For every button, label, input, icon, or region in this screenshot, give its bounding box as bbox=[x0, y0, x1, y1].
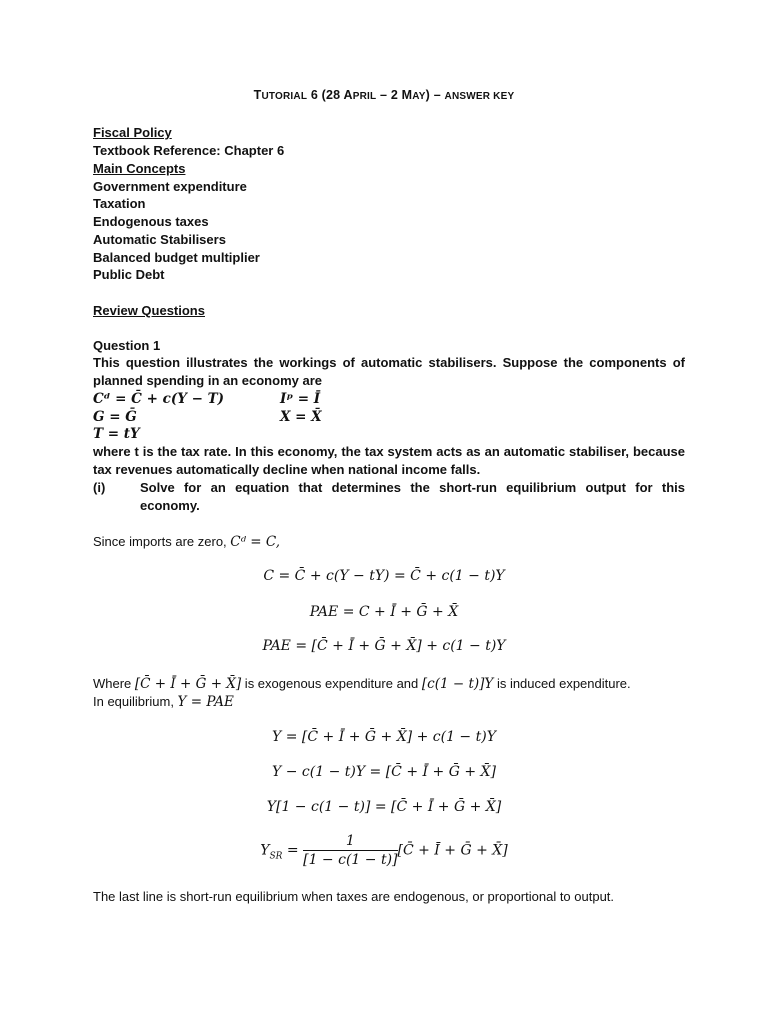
textbook-reference: Textbook Reference: Chapter 6 bbox=[93, 143, 285, 158]
page-title: TUTORIAL 6 (28 APRIL – 2 MAY) – ANSWER KEY bbox=[253, 88, 515, 102]
equation-5: Y − c(1 − t)Y = [C̄ + Ī + Ḡ + X̄] bbox=[272, 764, 496, 780]
equation-3: PAE = [C̄ + Ī + Ḡ + X̄] + c(1 − t)Y bbox=[262, 638, 506, 654]
equation-4: Y = [C̄ + Ī + Ḡ + X̄] + c(1 − t)Y bbox=[272, 729, 496, 745]
review-heading: Review Questions bbox=[93, 303, 205, 318]
question-intro: This question illustrates the workings of automatic stabilisers. Suppose the components of planned spending in an economy are bbox=[93, 355, 685, 388]
equation-exports: X = X̄ bbox=[280, 409, 322, 425]
equation-6: Y[1 − c(1 − t)] = [C̄ + Ī + Ḡ + X̄] bbox=[266, 799, 502, 815]
part-label: (i) bbox=[93, 480, 106, 495]
concept-item: Taxation bbox=[93, 196, 146, 211]
equation-investment: Iᵖ = Ī bbox=[280, 391, 321, 407]
equation-consumption: Cᵈ = C̄ + c(Y − T) bbox=[93, 391, 225, 407]
concept-item: Public Debt bbox=[93, 267, 165, 282]
answer-equilibrium: In equilibrium, Y = PAE bbox=[93, 694, 234, 710]
concept-item: Balanced budget multiplier bbox=[93, 250, 260, 265]
concepts-heading: Main Concepts bbox=[93, 161, 186, 176]
answer-since: Since imports are zero, Cᵈ = C, bbox=[93, 534, 281, 550]
question-where-text: where t is the tax rate. In this economy, the tax system acts as an automatic stabiliser, because tax revenues automatically decline when national income falls. bbox=[93, 444, 685, 477]
equation-1: C = C̄ + c(Y − tY) = C̄ + c(1 − t)Y bbox=[263, 568, 505, 584]
concept-item: Government expenditure bbox=[93, 179, 247, 194]
concept-item: Automatic Stabilisers bbox=[93, 232, 226, 247]
equation-government: G = Ḡ bbox=[93, 409, 137, 425]
equation-tax: T = tY bbox=[93, 426, 140, 442]
part-text: Solve for an equation that determines the short-run equilibrium output for this economy. bbox=[140, 480, 685, 513]
answer-conclusion: The last line is short-run equilibrium when taxes are endogenous, or proportional to output. bbox=[93, 889, 615, 904]
concept-item: Endogenous taxes bbox=[93, 214, 209, 229]
question-label: Question 1 bbox=[93, 338, 161, 353]
answer-where: Where [C̄ + Ī + Ḡ + X̄] is exogenous expenditure and [c(1 − t)]Y is induced expenditure. bbox=[93, 676, 631, 692]
equation-7: $Y_{SR}$ = $\frac{1}{[1 - c(1 - t)]}$ [C̄ + Ī + Ḡ + X̄] bbox=[260, 833, 508, 868]
equation-2: PAE = C + Ī + Ḡ + X̄ bbox=[309, 604, 459, 620]
topic-heading: Fiscal Policy bbox=[93, 125, 172, 140]
